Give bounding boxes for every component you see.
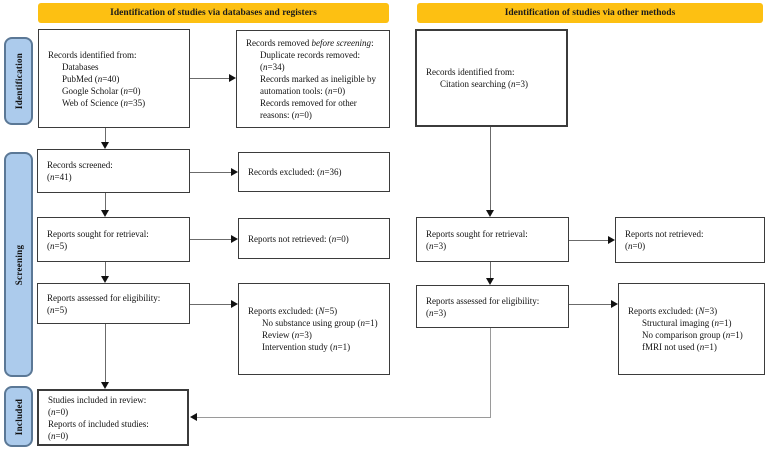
text-line: (n=3) — [426, 240, 447, 251]
text-line: Citation searching (n=3) — [440, 79, 529, 89]
arrow-assessed-other-to-excluded — [569, 304, 611, 305]
arrowhead-down-icon — [101, 142, 109, 149]
box-reports-not-retrieved-other — [615, 217, 765, 263]
text-line: (n=34) — [260, 62, 285, 72]
text-line: Records removed for other — [260, 98, 357, 108]
arrow-screened-to-excluded — [190, 172, 231, 173]
text-line: fMRI not used (n=1) — [642, 342, 717, 352]
text-line: reasons: (n=0) — [260, 110, 312, 120]
text-line: (n=0) — [48, 430, 69, 441]
text-line: Reports not retrieved: (n=0) — [248, 233, 349, 244]
arrow-sought-to-not-retrieved — [190, 239, 231, 240]
text-line: (n=0) — [48, 406, 69, 417]
text-line: (n=0) — [625, 241, 646, 251]
box-studies-included — [37, 389, 189, 446]
text-line: No comparison group (n=1) — [642, 330, 743, 340]
text-line: Intervention study (n=1) — [262, 342, 351, 352]
arrowhead-right-icon — [231, 300, 238, 308]
text-line: Reports sought for retrieval: — [47, 228, 149, 239]
box-reports-not-retrieved-databases — [238, 218, 390, 259]
arrow-identified-to-screened — [105, 128, 106, 142]
text-line: Structural imaging (n=1) — [642, 318, 732, 328]
text-line: Records identified from: — [48, 49, 137, 60]
phase-label-included: Included — [13, 398, 24, 435]
arrowhead-right-icon — [229, 74, 236, 82]
arrowhead-left-icon — [190, 413, 197, 421]
text-line: Reports of included studies: — [48, 418, 149, 429]
text-line: Records marked as ineligible by — [260, 74, 376, 84]
text-line: No substance using group (n=1) — [262, 318, 378, 328]
arrowhead-down-icon — [486, 210, 494, 217]
text-line: Databases — [62, 61, 99, 72]
arrow-identified-other-to-sought — [490, 127, 491, 210]
text-line: Records identified from: — [426, 67, 515, 77]
box-reports-assessed-other — [416, 285, 569, 328]
text-line: Reports not retrieved: — [625, 229, 704, 239]
box-records-removed-before-screening — [236, 30, 390, 128]
phase-bar-screening — [4, 152, 33, 377]
box-reports-sought-other — [416, 217, 569, 262]
text-line: (n=5) — [47, 304, 68, 315]
text-line: (n=3) — [426, 307, 447, 318]
box-reports-assessed-databases — [37, 283, 190, 324]
text-line: Reports excluded: (N=3) — [628, 306, 718, 316]
box-records-excluded — [238, 152, 390, 192]
arrow-sought-other-to-assessed — [490, 262, 491, 278]
box-reports-excluded-databases — [238, 283, 390, 375]
arrow-sought-to-assessed — [105, 262, 106, 276]
arrowhead-right-icon — [231, 235, 238, 243]
text-line: (n=41) — [47, 172, 72, 182]
text-line: PubMed (n=40) — [62, 73, 120, 84]
arrow-assessed-to-excluded — [190, 304, 231, 305]
arrowhead-down-icon — [101, 210, 109, 217]
connector-assessed-other-down — [490, 328, 491, 418]
text-line: Reports assessed for eligibility: — [47, 292, 161, 303]
arrow-identified-to-removed — [190, 78, 229, 79]
box-records-identified-other — [415, 29, 568, 127]
phase-bar-identification — [4, 37, 33, 125]
text-line: Records screened: — [47, 160, 113, 170]
text-line: Reports sought for retrieval: — [426, 228, 528, 239]
text-line: (n=5) — [47, 240, 68, 251]
text-line: Records excluded: (n=36) — [248, 167, 342, 177]
arrow-screened-to-sought — [105, 193, 106, 210]
box-reports-excluded-other — [618, 283, 765, 375]
text-line: Reports excluded: (N=5) — [248, 306, 338, 316]
text-line: automation tools: (n=0) — [260, 86, 346, 96]
phase-label-identification: Identification — [13, 52, 24, 110]
arrow-sought-other-to-not-retrieved — [569, 240, 608, 241]
arrowhead-right-icon — [231, 168, 238, 176]
arrowhead-right-icon — [608, 236, 615, 244]
text-line: Duplicate records removed: — [260, 50, 360, 60]
text-line: Records removed before screening: — [246, 38, 374, 48]
text-line: Review (n=3) — [262, 330, 312, 340]
arrowhead-down-icon — [101, 382, 109, 389]
text-line: Reports assessed for eligibility: — [426, 295, 540, 306]
header-databases-registers: Identification of studies via databases and registers — [38, 3, 389, 23]
phase-label-screening: Screening — [13, 244, 24, 285]
box-reports-sought-databases — [37, 217, 190, 262]
arrowhead-right-icon — [611, 300, 618, 308]
header-other-methods: Identification of studies via other methods — [417, 3, 763, 23]
box-records-identified-databases — [38, 29, 190, 128]
arrowhead-down-icon — [101, 276, 109, 283]
phase-bar-included — [4, 386, 33, 447]
box-records-screened — [37, 149, 190, 193]
connector-other-to-included — [197, 417, 491, 418]
arrow-assessed-to-included — [105, 324, 106, 382]
text-line: Studies included in review: — [48, 394, 147, 405]
text-line: Web of Science (n=35) — [62, 97, 146, 108]
text-line: Google Scholar (n=0) — [62, 85, 141, 96]
arrowhead-down-icon — [486, 278, 494, 285]
